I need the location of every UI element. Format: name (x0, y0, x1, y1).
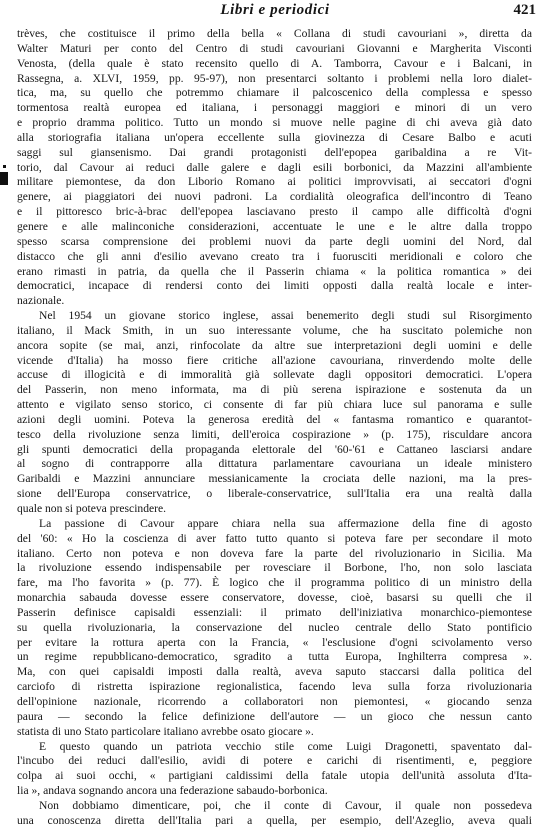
running-title: Libri e periodici (220, 2, 330, 18)
text-line: La passione di Cavour appare chiara nella sua affermazione della fine di agosto (39, 516, 532, 530)
text-line: e proprio dramma politico. Tutto un mondo si muove nelle pagine di chi aveva già dato (17, 116, 532, 130)
text-line: per evitare la rottura aperta con la Francia, « l'esclusione d'ogni scivolamento verso (17, 635, 532, 649)
text-line: E questo quando un patriota vecchio stile come Luigi Dragonetti, spaventato dal- (39, 739, 532, 753)
page-header (0, 2, 550, 22)
text-line: Passerin definisce capisaldi essenziali: il primato dell'iniziativa monarchico-piemontese (17, 605, 532, 619)
text-line: monarchia sabauda dovesse essere conservatore, dovesse, cioè, basarsi su quelli che il (17, 591, 532, 605)
page-number: 421 (513, 2, 536, 18)
text-line: spesso scarsa comprensione dei problemi nuovi da parte degli uomini del Nord, dal (17, 234, 532, 248)
text-line: lia », andava sognando ancora una federazione sabaudo-borbonica. (17, 784, 328, 798)
text-line: italiano. Certo non poteva e non doveva fare la parte del rivoluzionario in Sicilia. Ma (17, 546, 532, 560)
paragraph (17, 27, 532, 309)
text-line: un regime repubblicano-democratico, sgradito a tutta Europa, Inghilterra compresa ». (17, 650, 532, 664)
text-line: alla storiografia italiana un'opera eccellente sulla giovinezza di Cesare Balbo e acuti (17, 130, 532, 144)
text-line: del Passerin, non meno informata, ma di più serena ispirazione e sostenuta da un (17, 383, 532, 397)
text-line: paura — secondo la felice definizione dell'autore — un gioco che nessun canto (17, 709, 532, 723)
text-line: genere, ai piaggiatori dei nuovi padroni. La cordialità oleografica dell'incontro di Teano (17, 190, 532, 204)
text-line: Ma, con quei capisaldi imposti dalla realtà, aveva saputo staccarsi dalla politica del (17, 665, 532, 679)
text-line: una conoscenza diretta dell'Italia pari a quella, per esempio, dell'Azeglio, aveva quali (17, 813, 532, 827)
paragraph (17, 309, 532, 517)
text-line: tesco della rivoluzione senza limiti, dell'eroica cospirazione » (p. 175), risculdare ancora (17, 427, 532, 441)
paragraph (17, 799, 532, 829)
text-line: attento e vigilato senso storico, ci consente di far più chiara luce sul panorama e sulle (17, 398, 532, 412)
text-line: e il pittoresco bric-à-brac dell'epopea lasciavano presto il campo alle difficoltà d'ogni (17, 205, 532, 219)
text-line: Nel 1954 un giovane storico inglese, assai benemerito degli studi sul Risorgimento (39, 309, 532, 323)
text-line: torio, dal Cavour ai reduci dalle galere e dagli esili borbonici, da Mazzini all'ambiente (17, 160, 532, 174)
text-line: Non dobbiamo dimenticare, poi, che il conte di Cavour, il quale non possedeva (39, 798, 532, 812)
text-line: Walter Maturi per conto del Centro di studi cavouriani Giovanni e Margherita Visconti (17, 41, 532, 55)
text-line: saggi sul giansenismo. Dai grandi protagonisti dell'epopea garibaldina a re Vit- (17, 145, 532, 159)
text-line: tormentosa realtà europea ed italiana, i personaggi maggiori e minori di un vero (17, 101, 532, 115)
margin-dot (3, 165, 6, 168)
text-line: tica, ma, su quello che potremmo chiamare il palcoscenico della complessa e spesso (17, 86, 532, 100)
text-line: quale non si poteva prescindere. (17, 502, 167, 515)
paragraph (17, 740, 532, 799)
text-line: sione dell'Europa conservatrice, o liberale-conservatrice, sull'Italia era una realtà dalla (17, 487, 532, 501)
text-line: fare, ma l'ho favorita » (p. 77). È logico che il programma politico di un ministro della (17, 576, 532, 590)
text-line: colpa ai suoi occhi, « partigiani caldissimi della fatale utopia dell'unità assoluta d'Ita- (17, 769, 532, 783)
text-line: democratici, incapace di rendersi conto dei limiti opposti dalla realtà locale e inter- (17, 279, 532, 293)
text-line: l'incubo dei reduci dall'esilio, avidi di potere e carichi di risentimenti, e, peggiore (17, 754, 532, 768)
text-line: carciofo di ristretta ispirazione regionalistica, facendo leva sulla forza rivoluzionaria (17, 680, 532, 694)
text-line: ancora sopite (se mai, anzi, rinfocolate da altre sue interpretazioni degli uomini e delle (17, 338, 532, 352)
text-line: Garibaldi e Mazzini annunciare messianicamente la crociata delle nazioni, ma la pres- (17, 472, 532, 486)
text-line: genere e alle malinconiche considerazioni, accentuate le une e le altre dalla troppo (17, 219, 532, 233)
text-line: statista di uno Stato particolare italiano avrebbe osato giocare ». (17, 724, 314, 738)
text-line: accuse di illogicità e di immoralità già sollevate dagli oppositori democratici. L'opera (17, 368, 532, 382)
article-body (17, 27, 532, 829)
text-line: azioni degli uomini. Poteva la generosa eredità del « fantasma romantico e quarantot- (17, 412, 532, 426)
text-line: al sogno di contrapporre alla dittatura parlamentare cavouriana un ideale ministero (17, 457, 532, 471)
text-line: del '60: « Ho la coscienza di aver fatto tutto quanto si poteva fare per secondare il moto (17, 531, 532, 545)
text-line: la rivoluzione essendo indispensabile per rovesciare il Borbone, l'ho, non solo lasciata (17, 561, 532, 575)
text-line: erano rimasti in patria, da quella che il Passerin chiama « la politica romantica » dei (17, 264, 532, 278)
text-line: Venosta, (della quale è stato recensito quello di A. Tamborra, Cavour e i Balcani, in (17, 56, 532, 70)
text-line: su quella rivoluzionaria, la conservazione del nucleo centrale dello Stato pontificio (17, 620, 532, 634)
text-line: italiano, il Mack Smith, in un suo interessante volume, che ha suscitato polemiche non (17, 323, 532, 337)
margin-mark (0, 172, 8, 185)
text-line: dell'opinione nazionale, ricorrendo a collaboratori non piemontesi, « giocando senza (17, 694, 532, 708)
text-line: nazionale. (17, 294, 65, 308)
text-line: militare piemontese, da don Liborio Romano ai politici improvvisati, ai seccatori d'ogni (17, 175, 532, 189)
text-line: gli spunti democratici della propaganda elettorale del '60-'61 e Cattaneo lasciarsi andare (17, 442, 532, 456)
text-line: distacco che gli anni d'esilio avevano creato tra i fuorusciti meridionali e coloro che (17, 249, 532, 263)
text-line: vicende d'Italia) ha mosso fiere critiche all'azione cavouriana, rinverdendo molte delle (17, 353, 532, 367)
paragraph (17, 517, 532, 740)
text-line: Rassegna, a. XLVI, 1959, pp. 95-97), non presentarci soltanto i problemi nella loro dialet- (17, 71, 532, 85)
text-line: trèves, che costituisce il primo della bella « Collana di studi cavouriani », diretta da (17, 27, 532, 40)
